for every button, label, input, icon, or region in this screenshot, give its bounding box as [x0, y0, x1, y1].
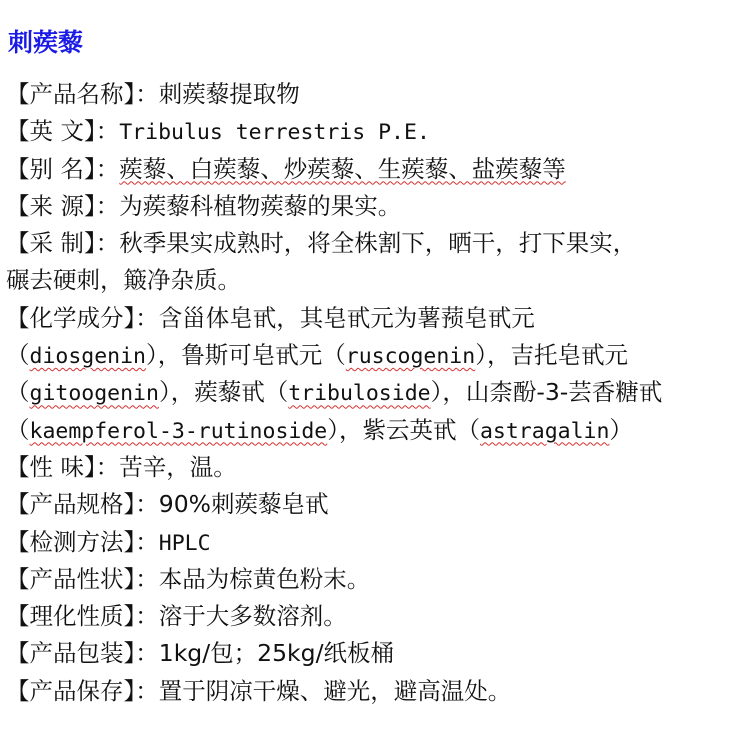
product-info [6, 76, 746, 710]
separator: ： [135, 490, 159, 519]
value: 为蒺藜科植物蒺藜的果实。 [119, 191, 402, 220]
value: 苦辛，温。 [119, 452, 237, 481]
value: 刺蒺藜提取物 [158, 80, 300, 108]
label: 【产品名称】 [6, 80, 136, 108]
row-spec [6, 486, 746, 523]
label: 【性 味】 [6, 452, 96, 481]
label: 【采 制】 [6, 229, 96, 258]
label: 【英 文】 [6, 117, 96, 146]
separator: ： [95, 229, 120, 258]
compound-term: diosgenin [29, 344, 146, 370]
separator: ： [95, 154, 120, 183]
separator: ： [135, 602, 159, 631]
value: 90%刺蒺藜皂甙 [158, 490, 329, 519]
separator: ： [135, 303, 159, 332]
separator: ： [135, 676, 159, 705]
row-source [6, 188, 746, 225]
label: 【来 源】 [6, 191, 96, 220]
separator: ： [135, 80, 159, 108]
row-chemistry [6, 300, 746, 337]
compound-term: astragalin [479, 418, 610, 444]
value-line-1: 秋季果实成熟时，将全株割下，晒干，打下果实， [119, 229, 637, 258]
separator: ： [95, 191, 120, 220]
text: ），蒺藜甙（ [158, 378, 289, 407]
row-english-name [6, 113, 746, 150]
row-method [6, 524, 746, 561]
text: ），山柰酚-3-芸香糖甙 [430, 378, 663, 407]
row-product-name [6, 76, 746, 113]
value: Tribulus terrestris P.E. [119, 120, 430, 146]
text: （ [6, 378, 30, 407]
row-chemistry-line-4 [6, 412, 746, 449]
value-line-1: 含甾体皂甙，其皂甙元为薯蓣皂甙元 [158, 303, 535, 332]
separator: ： [135, 639, 159, 668]
separator: ： [95, 117, 120, 146]
row-storage [6, 673, 746, 710]
text: ），鲁斯可皂甙元（ [146, 341, 346, 370]
value: HPLC [158, 530, 211, 556]
page-title: 刺蒺藜 [8, 28, 84, 57]
row-packaging [6, 635, 746, 672]
value: 蒺藜、白蒺藜、炒蒺藜、生蒺藜、盐蒺藜等 [119, 154, 566, 183]
label: 【检测方法】 [6, 527, 136, 556]
row-chemistry-line-2 [6, 337, 746, 374]
row-harvest-continued [6, 262, 746, 299]
value: 本品为棕黄色粉末。 [158, 564, 371, 593]
text: ），吉托皂甙元 [475, 341, 628, 370]
text: （ [6, 415, 30, 444]
row-taste [6, 449, 746, 486]
text: ） [609, 415, 633, 444]
row-chemistry-line-3 [6, 374, 746, 411]
row-harvest [6, 225, 746, 262]
separator: ： [135, 564, 159, 593]
separator: ： [95, 452, 120, 481]
compound-term: kaempferol-3-rutinoside [29, 418, 328, 444]
value: 溶于大多数溶剂。 [158, 602, 347, 631]
value-line-2: 碾去硬刺，簸净杂质。 [6, 266, 241, 295]
compound-term: tribuloside [288, 381, 431, 407]
separator: ： [135, 527, 159, 556]
label: 【化学成分】 [6, 303, 136, 332]
value: 置于阴凉干燥、避光，避高温处。 [158, 676, 512, 705]
text: （ [6, 341, 30, 370]
label: 【产品包装】 [6, 639, 136, 668]
label: 【产品保存】 [6, 676, 136, 705]
label: 【理化性质】 [6, 602, 136, 631]
label: 【别 名】 [6, 154, 96, 183]
row-appearance [6, 561, 746, 598]
compound-term: ruscogenin [345, 344, 476, 370]
row-alias [6, 151, 746, 188]
label: 【产品规格】 [6, 490, 136, 519]
compound-term: gitoogenin [29, 381, 159, 407]
row-properties [6, 598, 746, 635]
label: 【产品性状】 [6, 564, 136, 593]
value: 1kg/包；25kg/纸板桶 [158, 639, 394, 668]
text: ），紫云英甙（ [327, 415, 480, 444]
